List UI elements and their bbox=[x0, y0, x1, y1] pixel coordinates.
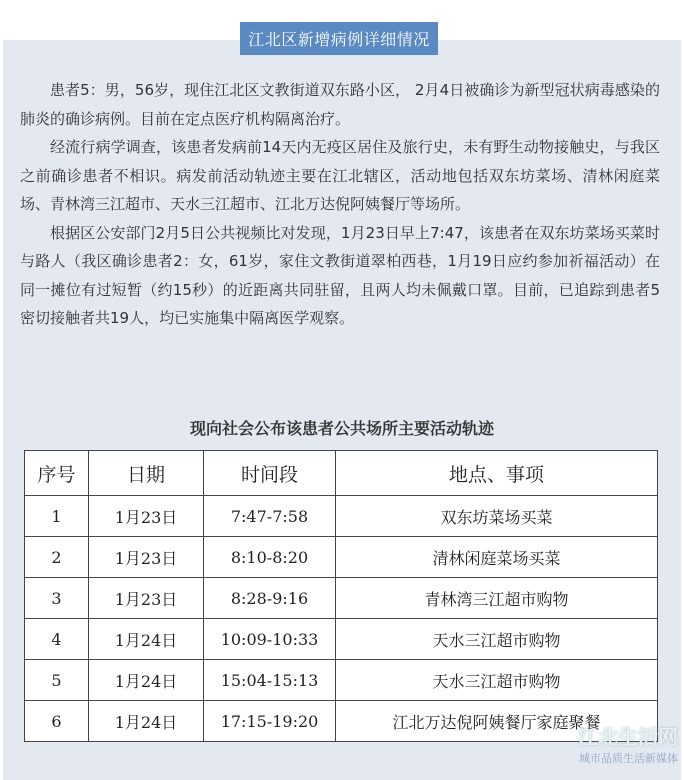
cell-date: 1月23日 bbox=[89, 537, 204, 578]
cell-place: 天水三江超市购物 bbox=[336, 619, 658, 660]
table-row bbox=[25, 701, 658, 742]
cell-place: 青林湾三江超市购物 bbox=[336, 578, 658, 619]
watermark-subtitle: 城市品质生活新媒体 bbox=[579, 752, 678, 765]
table-title: 现向社会公布该患者公共场所主要活动轨迹 bbox=[189, 419, 494, 438]
cell-time: 8:28-9:16 bbox=[204, 578, 336, 619]
table-row bbox=[25, 496, 658, 537]
watermark-title: 江北生活网 bbox=[578, 725, 678, 749]
cell-date: 1月24日 bbox=[89, 660, 204, 701]
cell-time: 10:09-10:33 bbox=[204, 619, 336, 660]
paragraph-2: 经流行病学调查，该患者发病前14天内无疫区居住及旅行史，未有野生动物接触史，与我区之前确诊患者不相识。病发前活动轨迹主要在江北辖区，活动地包括双东坊菜场、清林闲庭菜场、青林湾三江超市、天水三江超市、江北万达倪阿姨餐厅等场所。 bbox=[20, 138, 660, 213]
cell-date: 1月23日 bbox=[89, 578, 204, 619]
header-seq: 序号 bbox=[25, 451, 89, 496]
header-place: 地点、事项 bbox=[336, 451, 658, 496]
cell-time: 7:47-7:58 bbox=[204, 496, 336, 537]
paragraph-1: 患者5：男，56岁，现住江北区文教街道双东路小区， 2月4日被确诊为新型冠状病毒感染的肺炎的确诊病例。目前在定点医疗机构隔离治疗。 bbox=[20, 81, 660, 128]
header-time: 时间段 bbox=[204, 451, 336, 496]
table-row bbox=[25, 537, 658, 578]
cell-place: 江北万达倪阿姨餐厅家庭聚餐 bbox=[336, 701, 658, 742]
cell-date: 1月24日 bbox=[89, 701, 204, 742]
cell-time: 17:15-19:20 bbox=[204, 701, 336, 742]
cell-seq: 2 bbox=[25, 537, 89, 578]
table-row bbox=[25, 619, 658, 660]
table-row bbox=[25, 578, 658, 619]
watermark bbox=[578, 721, 678, 766]
table-header-row bbox=[25, 451, 658, 496]
cell-date: 1月24日 bbox=[89, 619, 204, 660]
cell-seq: 5 bbox=[25, 660, 89, 701]
cell-seq: 6 bbox=[25, 701, 89, 742]
cell-place: 双东坊菜场买菜 bbox=[336, 496, 658, 537]
article-body bbox=[20, 76, 660, 333]
cell-seq: 3 bbox=[25, 578, 89, 619]
header-date: 日期 bbox=[89, 451, 204, 496]
activity-trace-table bbox=[24, 450, 658, 742]
cell-seq: 4 bbox=[25, 619, 89, 660]
cell-date: 1月23日 bbox=[89, 496, 204, 537]
cell-place: 清林闲庭菜场买菜 bbox=[336, 537, 658, 578]
paragraph-3: 根据区公安部门2月5日公共视频比对发现，1月23日早上7:47，该患者在双东坊菜场买菜时与路人（我区确诊患者2：女，61岁，家住文教街道翠柏西巷，1月19日应约参加祈福活动）在同一摊位有过短暂（约15秒）的近距离共同驻留，且两人均未佩戴口罩。目前，已追踪到患者5密切接触者共19人，均已实施集中隔离医学观察。 bbox=[20, 223, 660, 327]
cell-time: 8:10-8:20 bbox=[204, 537, 336, 578]
cell-place: 天水三江超市购物 bbox=[336, 660, 658, 701]
cell-seq: 1 bbox=[25, 496, 89, 537]
cell-time: 15:04-15:13 bbox=[204, 660, 336, 701]
section-title: 江北区新增病例详细情况 bbox=[240, 22, 438, 55]
table-row bbox=[25, 660, 658, 701]
